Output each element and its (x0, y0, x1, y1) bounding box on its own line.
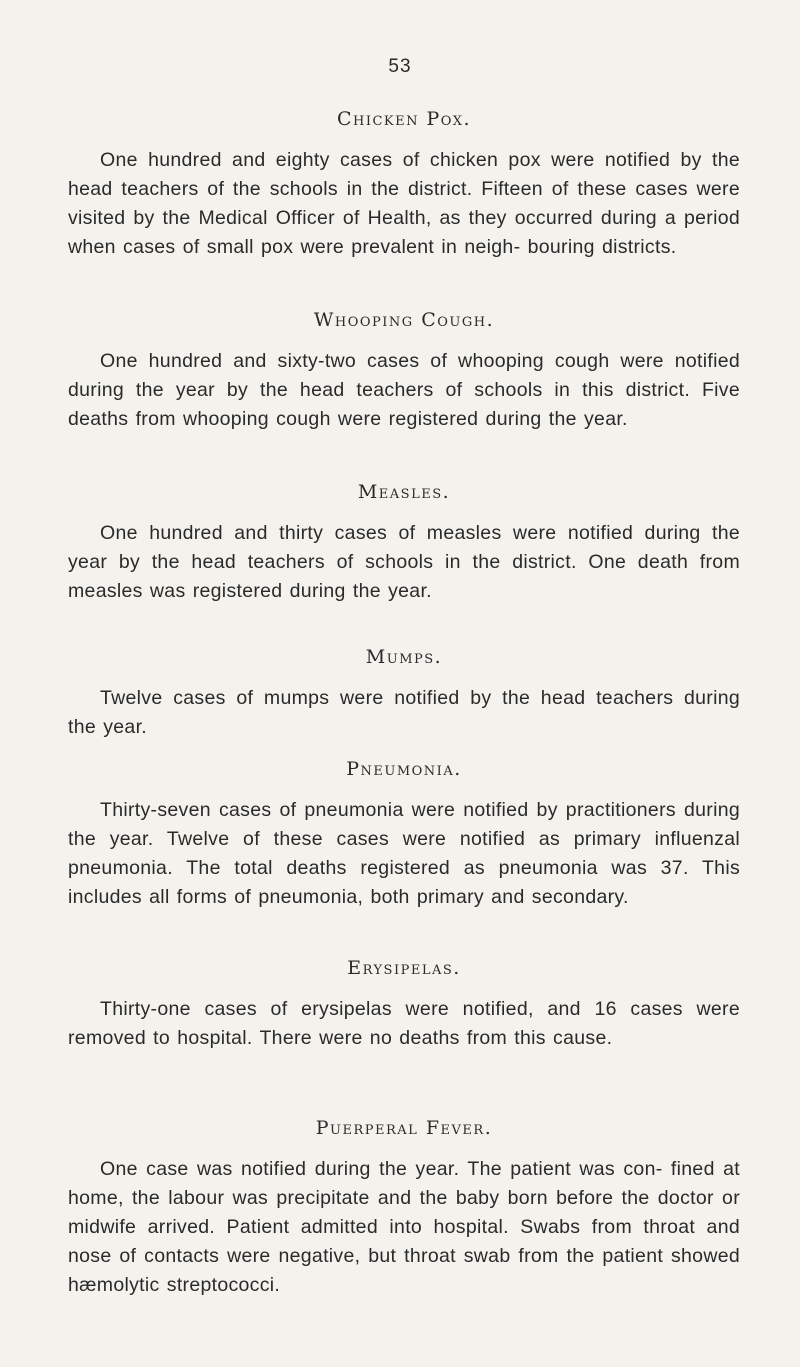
section-heading: Mumps. (365, 646, 443, 668)
section-chicken-pox (68, 108, 740, 262)
section-heading: Whooping Cough. (313, 309, 495, 331)
section-paragraph: Twelve cases of mumps were notified by the head teachers during the year. (68, 687, 740, 738)
section-pneumonia (68, 758, 740, 912)
section-heading: Erysipelas. (347, 957, 461, 979)
section-heading: Chicken Pox. (336, 108, 472, 130)
section-paragraph: One hundred and sixty-two cases of whooping cough were notified during the year by the head teachers of schools in this district. Five deaths from whooping cough were registered during the year. (68, 350, 740, 430)
section-erysipelas (68, 957, 740, 1053)
section-paragraph: Thirty-seven cases of pneumonia were notified by practitioners during the year. Twelve of these cases were notified as primary influenzal pneumonia. The total deaths registered as pneumonia was 37. This includes all forms of pneumonia, both primary and secondary. (68, 799, 740, 908)
section-heading: Measles. (357, 481, 451, 503)
section-heading: Puerperal Fever. (315, 1117, 493, 1139)
section-heading: Pneumonia. (346, 758, 462, 780)
section-paragraph: One hundred and thirty cases of measles were notified during the year by the head teachers of schools in the district. One death from measles was registered during the year. (68, 522, 740, 602)
section-paragraph: One hundred and eighty cases of chicken pox were notified by the head teachers of the schools in the district. Fifteen of these cases were visited by the Medical Officer of Health, as they occurred during a period when cases of small pox were prevalent in neigh- bouring districts. (68, 149, 740, 258)
section-whooping-cough (68, 309, 740, 434)
section-paragraph: Thirty-one cases of erysipelas were notified, and 16 cases were removed to hospital. There were no deaths from this cause. (68, 998, 740, 1049)
section-paragraph: One case was notified during the year. The patient was con- fined at home, the labour was precipitate and the baby born before the doctor or midwife arrived. Patient admitted into hospital. Swabs from throat and nose of contacts were negative, but throat swab from the patient showed hæmolytic streptococci. (68, 1158, 740, 1296)
page-number: 53 (388, 56, 412, 77)
section-measles (68, 481, 740, 606)
section-mumps (68, 646, 740, 742)
section-puerperal-fever (68, 1117, 740, 1300)
